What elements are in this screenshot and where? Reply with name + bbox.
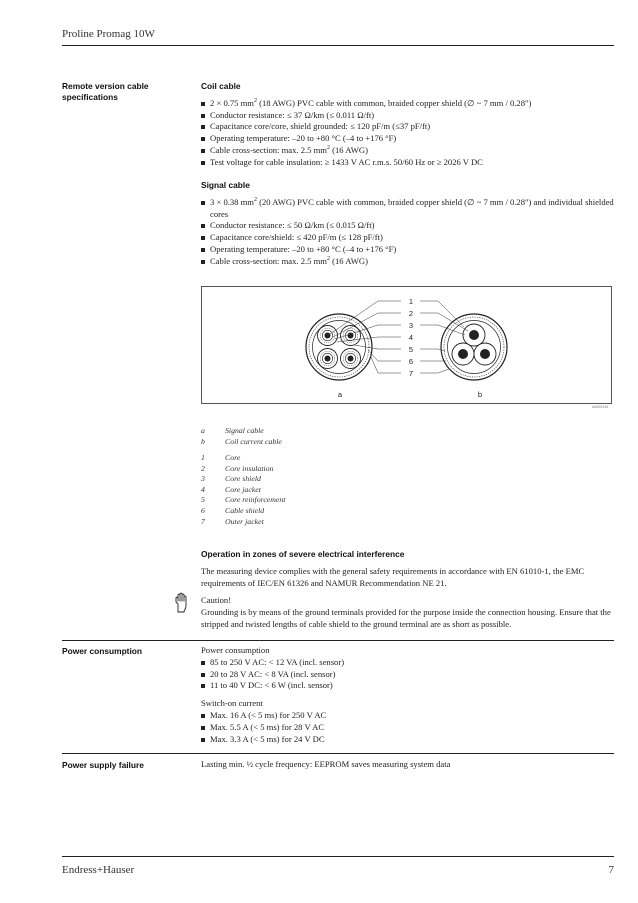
signal-core-3 [318, 349, 338, 369]
list-item: 85 to 250 V AC: < 12 VA (incl. sensor) [201, 657, 616, 669]
switch-on-list [201, 710, 616, 745]
legend-row: 1 Core [201, 453, 241, 462]
signal-cable-drawing [306, 314, 372, 380]
list-item: Max. 5.5 A (< 5 ms) for 28 V AC [201, 722, 616, 734]
coil-core-2 [452, 343, 474, 365]
ref-number-3: 3 [408, 321, 414, 330]
legend-row: 3 Core shield [201, 474, 261, 484]
footer-rule [62, 856, 614, 857]
signal-cable-block [201, 180, 616, 268]
cable-diagram [202, 287, 611, 403]
list-item: Operating temperature: –20 to +80 °C (–4 to +176 °F) [201, 133, 616, 145]
coil-cable-title: Coil cable [201, 81, 241, 91]
signal-core-4 [341, 349, 361, 369]
interference-block [201, 549, 616, 631]
section-rule [62, 640, 614, 641]
figure-label-b: b [477, 390, 483, 399]
ref-number-1: 1 [408, 297, 414, 306]
figure-id: A0003194 [592, 405, 609, 409]
list-item: Operating temperature: –20 to +80 °C (–4 to +176 °F) [201, 244, 616, 256]
page-number: 7 [608, 864, 614, 876]
list-item: Test voltage for cable insulation: ≥ 1433 V AC r.m.s. 50/60 Hz or ≥ 2026 V DC [201, 157, 616, 169]
power-failure-text: Lasting min. ½ cycle frequency: EEPROM saves measuring system data [201, 759, 451, 769]
list-item: Conductor resistance: ≤ 37 Ω/km (≤ 0.011 Ω/ft) [201, 110, 616, 122]
list-item: 3 × 0.38 $mm^2$ (20 AWG) PVC cable with common, braided copper shield (∅ ~ 7 mm / 0.28") and individual shielded cores [201, 197, 616, 221]
section-heading-power-consumption: Power consumption [62, 646, 143, 656]
signal-cable-title: Signal cable [201, 180, 250, 190]
legend-row: b Coil current cable [201, 436, 282, 446]
coil-cable-drawing [441, 314, 507, 380]
figure-legend-letters [201, 426, 282, 447]
list-item: Capacitance core/shield: ≤ 420 pF/m (≤ 128 pF/ft) [201, 232, 616, 244]
signal-cable-list [201, 197, 616, 268]
figure-legend-numbers [201, 453, 285, 527]
ref-number-7: 7 [408, 369, 414, 378]
caution-text: Grounding is by means of the ground terminals provided for the purpose inside the connection housing. Ensure that the stripped and twisted lengths of cable shield to the ground terminal are as short as possible. [201, 607, 611, 629]
coil-cable-block [201, 81, 616, 169]
figure-label-a: a [337, 390, 343, 399]
list-item: Cable cross-section: max. 2.5 $mm^2$ (16 AWG) [201, 256, 616, 268]
ref-number-5: 5 [408, 345, 414, 354]
legend-row: 5 Core reinforcement [201, 495, 286, 505]
caution-hand-icon [172, 592, 190, 614]
coil-core-3 [474, 343, 496, 365]
list-item: Conductor resistance: ≤ 50 Ω/km (≤ 0.015 Ω/ft) [201, 220, 616, 232]
signal-core-2 [341, 326, 361, 346]
interference-title: Operation in zones of severe electrical interference [201, 549, 405, 559]
section-rule [62, 753, 614, 754]
section-heading-power-failure: Power supply failure [62, 760, 144, 770]
signal-core-1 [318, 326, 338, 346]
ref-number-6: 6 [408, 357, 414, 366]
section-heading-remote-cable: Remote version cable specifications [62, 81, 149, 102]
legend-row: 4 Core jacket [201, 484, 261, 494]
legend-row: 6 Cable shield [201, 505, 265, 515]
switch-on-title: Switch-on current [201, 698, 263, 709]
footer-brand: Endress+Hauser [62, 864, 135, 876]
caution-label: Caution! [201, 595, 232, 606]
legend-row: a Signal cable [201, 426, 264, 435]
legend-row: 7 Outer jacket [201, 516, 264, 526]
power-consumption-block [201, 645, 616, 745]
coil-core-1 [463, 324, 485, 346]
running-header: Proline Promag 10W [62, 28, 155, 40]
interference-text: The measuring device complies with the general safety requirements in accordance with EN 61010-1, the EMC requirements of IEC/EN 61326 and NAMUR Recommendation NE 21. [201, 565, 585, 588]
list-item: Max. 16 A (< 5 ms) for 250 V AC [201, 710, 616, 722]
list-item: Capacitance core/core, shield grounded: ≤ 120 pF/m (≤37 pF/ft) [201, 121, 616, 133]
ref-number-2: 2 [408, 309, 414, 318]
list-item: Cable cross-section: max. 2.5 $mm^2$ (16 AWG) [201, 145, 616, 157]
list-item: 2 × 0.75 $mm^2$ (18 AWG) PVC cable with common, braided copper shield (∅ ~ 7 mm / 0.28") [201, 98, 616, 110]
cable-cross-section-figure [201, 286, 612, 404]
power-consumption-list [201, 657, 616, 692]
coil-cable-list [201, 98, 616, 169]
legend-row: 2 Core insulation [201, 463, 274, 473]
list-item: Max. 3.3 A (< 5 ms) for 24 V DC [201, 734, 616, 746]
list-item: 20 to 28 V AC: < 8 VA (incl. sensor) [201, 669, 616, 681]
header-rule [62, 45, 614, 46]
list-item: 11 to 40 V DC: < 6 W (incl. sensor) [201, 680, 616, 692]
ref-number-4: 4 [408, 333, 414, 342]
power-consumption-subtitle: Power consumption [201, 645, 270, 655]
